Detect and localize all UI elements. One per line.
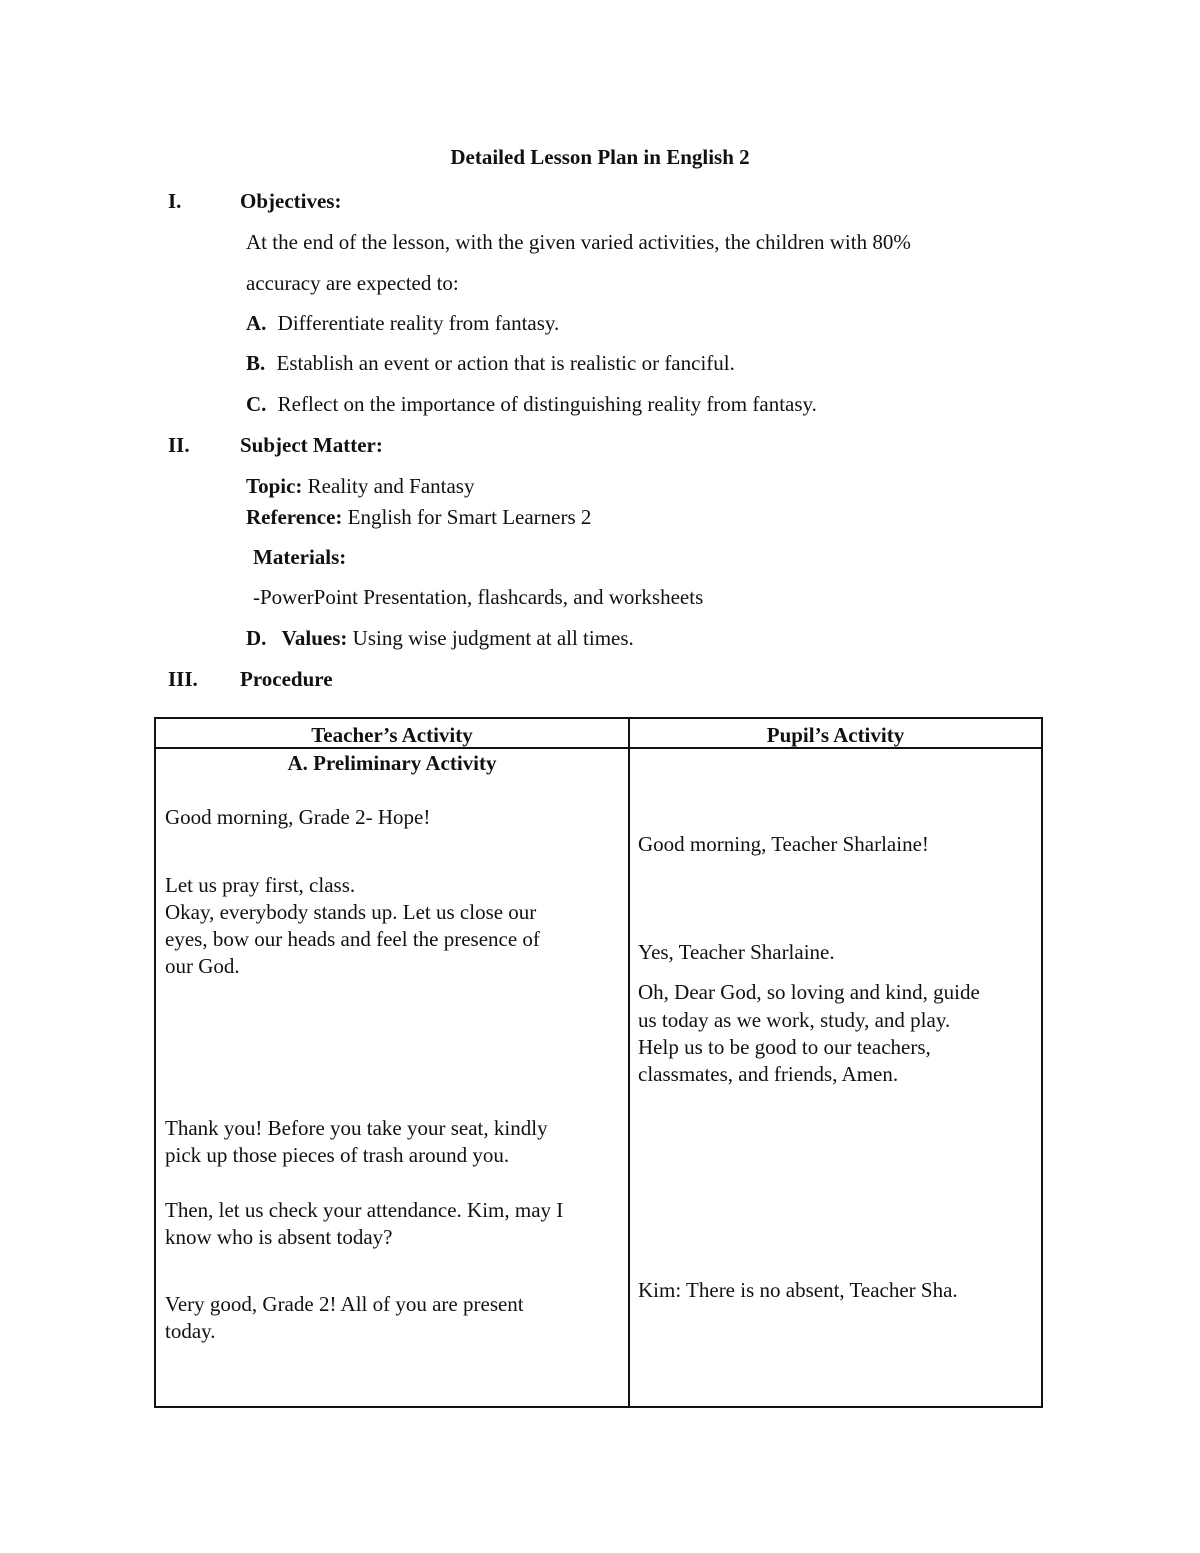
materials-value: -PowerPoint Presentation, flashcards, and worksheets (253, 585, 704, 609)
objectives-intro-line-2: accuracy are expected to: (246, 271, 459, 295)
topic-line (246, 473, 474, 499)
objective-marker: B. (246, 351, 266, 375)
document-title: Detailed Lesson Plan in English 2 (450, 145, 750, 169)
objective-item (246, 350, 735, 376)
objective-marker: A. (246, 311, 267, 335)
pupil-line: us today as we work, study, and play. (638, 1008, 951, 1032)
teacher-line: eyes, bow our heads and feel the presence of (165, 927, 540, 951)
pupil-line: Kim: There is no absent, Teacher Sha. (638, 1278, 958, 1302)
pupil-line: Yes, Teacher Sharlaine. (638, 940, 835, 964)
section-numeral-subject-matter: II. (168, 433, 190, 457)
table-column-divider (628, 719, 630, 1406)
teacher-line: Okay, everybody stands up. Let us close our (165, 900, 537, 924)
objective-item (246, 310, 559, 336)
teacher-line: Good morning, Grade 2- Hope! (165, 805, 431, 829)
pupil-line: classmates, and friends, Amen. (638, 1062, 899, 1086)
materials-label: Materials: (253, 545, 347, 569)
teacher-line: our God. (165, 954, 240, 978)
table-header-teacher: Teacher’s Activity (311, 723, 473, 747)
section-heading-subject-matter: Subject Matter: (240, 433, 383, 457)
objective-item (246, 391, 817, 417)
teacher-line: pick up those pieces of trash around you. (165, 1143, 510, 1167)
pupil-line: Oh, Dear God, so loving and kind, guide (638, 980, 980, 1004)
table-header-pupil: Pupil’s Activity (766, 723, 905, 747)
values-line (246, 625, 634, 651)
reference-value: English for Smart Learners 2 (347, 505, 592, 529)
topic-value: Reality and Fantasy (307, 474, 475, 498)
pupil-line: Help us to be good to our teachers, (638, 1035, 931, 1059)
objective-text: Reflect on the importance of distinguishing reality from fantasy. (277, 392, 817, 416)
teacher-line: know who is absent today? (165, 1225, 393, 1249)
section-numeral-objectives: I. (168, 189, 182, 213)
values-label: Values: (281, 626, 348, 650)
teacher-line: Let us pray first, class. (165, 873, 356, 897)
section-numeral-procedure: III. (168, 667, 198, 691)
objectives-intro-line-1: At the end of the lesson, with the given varied activities, the children with 80% (246, 230, 911, 254)
topic-label: Topic: (246, 474, 303, 498)
values-value: Using wise judgment at all times. (352, 626, 634, 650)
procedure-table (154, 717, 1043, 1408)
teacher-line: Thank you! Before you take your seat, kindly (165, 1116, 548, 1140)
objective-marker: C. (246, 392, 267, 416)
preliminary-activity-heading: A. Preliminary Activity (287, 751, 497, 775)
section-heading-procedure: Procedure (240, 667, 333, 691)
reference-line (246, 504, 591, 530)
reference-label: Reference: (246, 505, 343, 529)
objective-text: Differentiate reality from fantasy. (277, 311, 560, 335)
objective-text: Establish an event or action that is realistic or fanciful. (276, 351, 735, 375)
teacher-line: Then, let us check your attendance. Kim, may I (165, 1198, 564, 1222)
teacher-line: today. (165, 1319, 216, 1343)
section-heading-objectives: Objectives: (240, 189, 342, 213)
teacher-line: Very good, Grade 2! All of you are present (165, 1292, 524, 1316)
values-marker: D. (246, 626, 267, 650)
pupil-line: Good morning, Teacher Sharlaine! (638, 832, 929, 856)
